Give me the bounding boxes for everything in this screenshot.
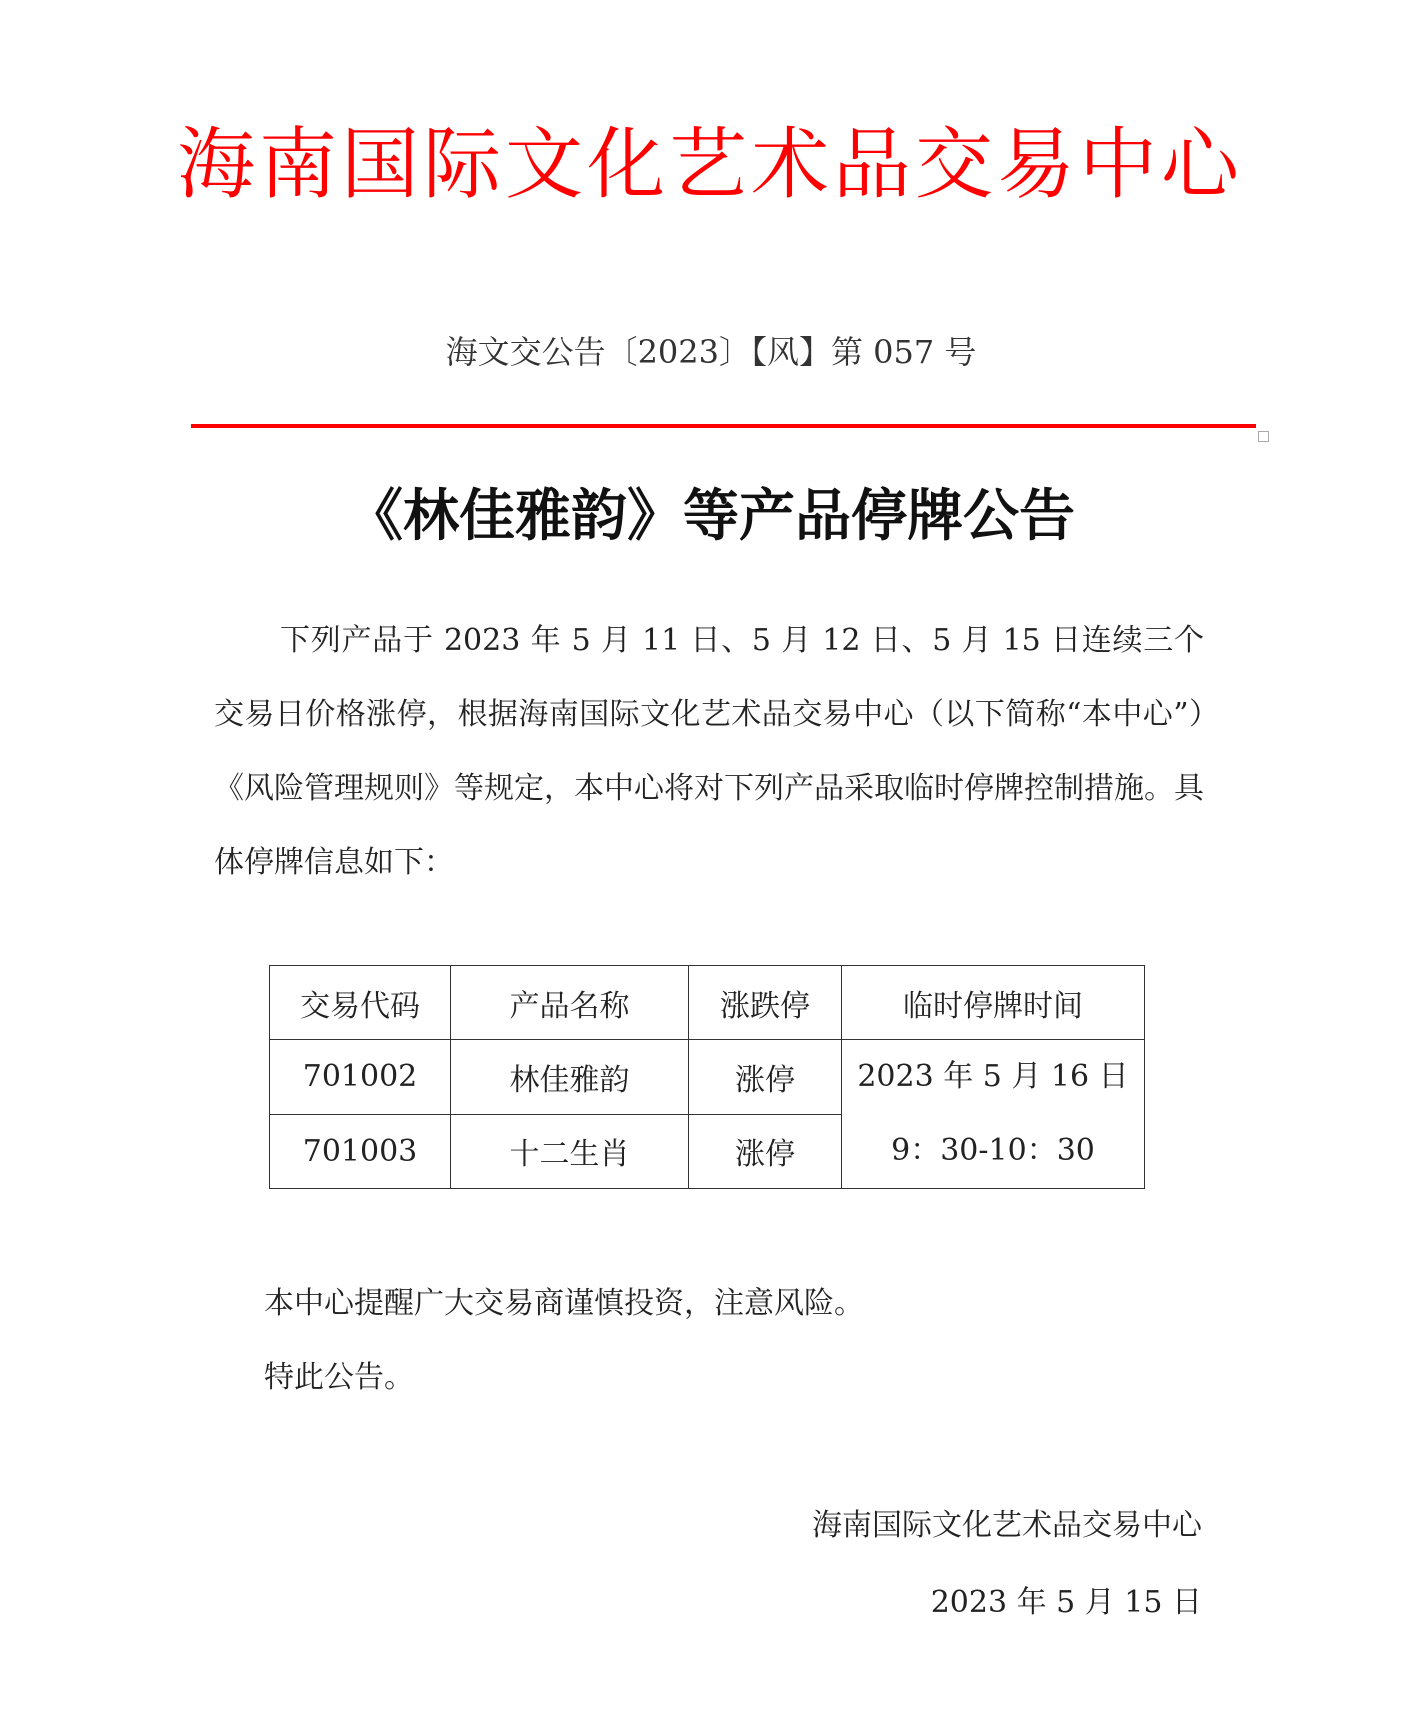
header-time: 临时停牌时间 <box>842 966 1145 1040</box>
cell-name: 十二生肖 <box>451 1114 689 1189</box>
cell-status: 涨停 <box>689 1114 842 1189</box>
suspension-table <box>269 965 1145 1189</box>
header-status: 涨跌停 <box>689 966 842 1040</box>
cell-code: 701003 <box>270 1114 451 1189</box>
time-date: 2023 年 5 月 16 日 <box>857 1059 1129 1094</box>
cell-name: 林佳雅韵 <box>451 1040 689 1115</box>
cell-code: 701002 <box>270 1040 451 1115</box>
header-name: 产品名称 <box>451 966 689 1040</box>
cell-status: 涨停 <box>689 1040 842 1115</box>
cell-time <box>842 1040 1145 1189</box>
document-number: 海文交公告〔2023〕【风】第 057 号 <box>445 333 977 371</box>
closing-line: 特此公告。 <box>264 1360 414 1395</box>
risk-reminder: 本中心提醒广大交易商谨慎投资，注意风险。 <box>264 1286 864 1321</box>
time-range: 9：30-10：30 <box>891 1133 1095 1168</box>
signature-organization: 海南国际文化艺术品交易中心 <box>812 1508 1202 1543</box>
header-code: 交易代码 <box>270 966 451 1040</box>
table-header-row <box>270 966 1145 1040</box>
red-divider <box>191 424 1256 428</box>
notice-body: 下列产品于 2023 年 5 月 11 日、5 月 12 日、5 月 15 日连续三个交易日价格涨停，根据海南国际文化艺术品交易中心（以下简称“本中心”）《风险管理规则》等规定，本中心将对下列产品采取临时停牌控制措施。具体停牌信息如下： <box>214 623 1204 880</box>
notice-title: 《林佳雅韵》等产品停牌公告 <box>347 484 1075 549</box>
paragraph-anchor-mark <box>1258 431 1269 442</box>
table-row <box>270 1040 1145 1115</box>
organization-title: 海南国际文化艺术品交易中心 <box>176 120 1243 210</box>
signature-date: 2023 年 5 月 15 日 <box>930 1585 1202 1620</box>
